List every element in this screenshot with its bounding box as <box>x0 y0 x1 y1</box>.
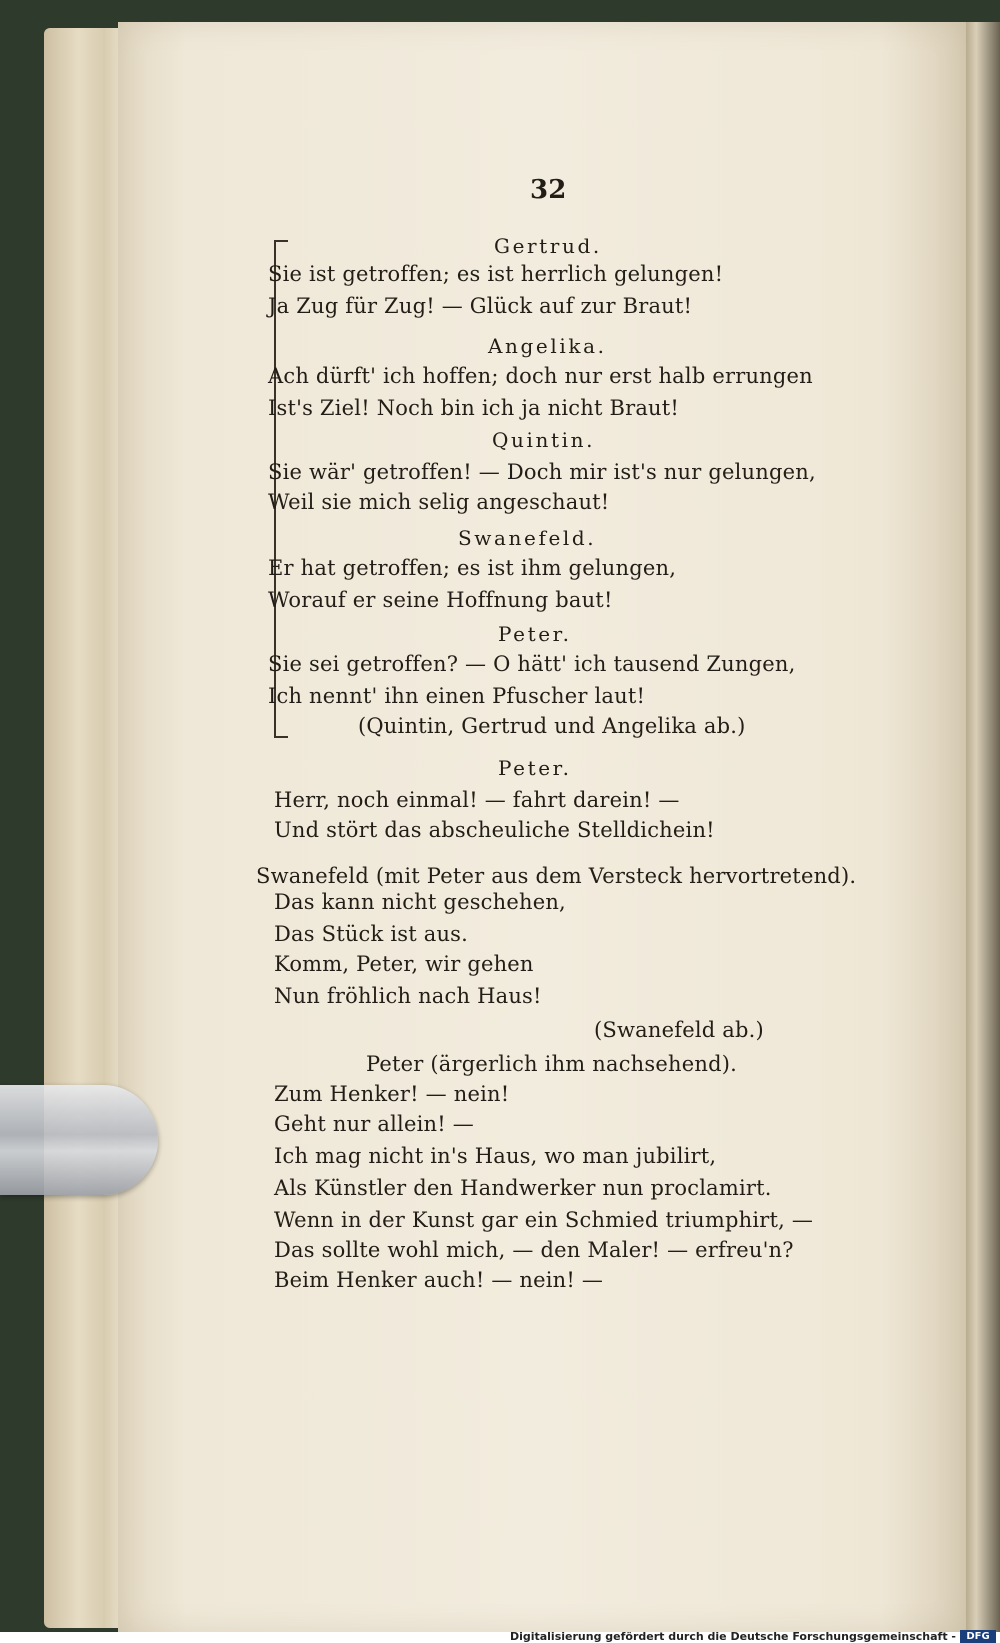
dfg-logo: DFG <box>960 1630 996 1643</box>
verse-line: Ja Zug für Zug! — Glück auf zur Braut! <box>268 294 693 318</box>
book-right-edge <box>966 22 1000 1632</box>
verse-line: Ich mag nicht in's Haus, wo man jubilirt, <box>274 1144 717 1168</box>
verse-line: Ich nennt' ihn einen Pfuscher laut! <box>268 684 646 708</box>
stage-direction: (Swanefeld ab.) <box>594 1018 764 1042</box>
speaker-angelika: Angelika. <box>488 334 607 358</box>
verse-line: Komm, Peter, wir gehen <box>274 952 534 976</box>
verse-line: Er hat getroffen; es ist ihm gelungen, <box>268 556 677 580</box>
verse-line: Ist's Ziel! Noch bin ich ja nicht Braut! <box>268 396 680 420</box>
stage-direction: (Quintin, Gertrud und Angelika ab.) <box>358 714 746 738</box>
speaker-gertrud: Gertrud. <box>494 234 602 258</box>
verse-line: Geht nur allein! — <box>274 1112 474 1136</box>
verse-line: Beim Henker auch! — nein! — <box>274 1268 604 1292</box>
verse-line: Weil sie mich selig angeschaut! <box>268 490 610 514</box>
speaker-peter: Peter. <box>498 622 572 646</box>
verse-line: Als Künstler den Handwerker nun proclamirt. <box>274 1176 772 1200</box>
speaker-swanefeld: Swanefeld. <box>458 526 597 550</box>
speaker-peter: Peter. <box>498 756 572 780</box>
verse-line: Nun fröhlich nach Haus! <box>274 984 542 1008</box>
page-number: 32 <box>530 175 567 205</box>
speaker-swanefeld-direction: Swanefeld (mit Peter aus dem Versteck hervortretend). <box>256 864 857 888</box>
speaker-peter-direction: Peter (ärgerlich ihm nachsehend). <box>366 1052 738 1076</box>
verse-bracket-bottom <box>274 736 288 738</box>
verse-line: Sie wär' getroffen! — Doch mir ist's nur gelungen, <box>268 460 816 484</box>
verse-line: Und stört das abscheuliche Stelldichein! <box>274 818 715 842</box>
verse-line: Zum Henker! — nein! <box>274 1082 510 1106</box>
verse-line: Ach dürft' ich hoffen; doch nur erst halb errungen <box>268 364 813 388</box>
verse-line: Das Stück ist aus. <box>274 922 469 946</box>
speaker-quintin: Quintin. <box>492 428 596 452</box>
verse-bracket-top <box>274 240 288 242</box>
verse-line: Sie sei getroffen? — O hätt' ich tausend Zungen, <box>268 652 796 676</box>
footer-credit: Digitalisierung gefördert durch die Deutsche Forschungsgemeinschaft - <box>509 1630 956 1643</box>
verse-line: Sie ist getroffen; es ist herrlich gelungen! <box>268 262 724 286</box>
verse-line: Wenn in der Kunst gar ein Schmied triumphirt, — <box>274 1208 814 1232</box>
verse-line: Herr, noch einmal! — fahrt darein! — <box>274 788 680 812</box>
verse-line: Das sollte wohl mich, — den Maler! — erfreu'n? <box>274 1238 794 1262</box>
verse-line: Das kann nicht geschehen, <box>274 890 566 914</box>
page-clip <box>0 1085 158 1195</box>
verse-line: Worauf er seine Hoffnung baut! <box>268 588 613 612</box>
